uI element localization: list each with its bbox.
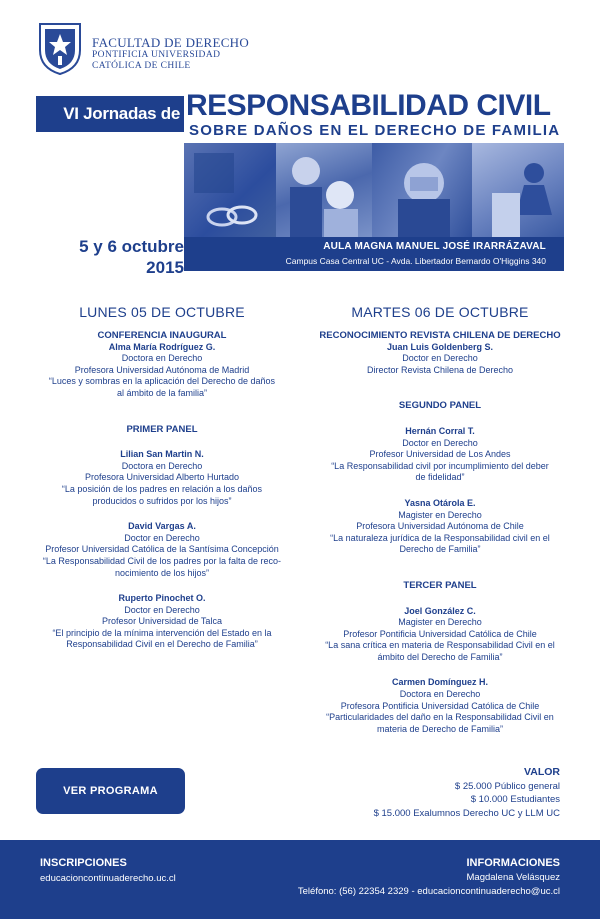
faculty-line3: CATÓLICA DE CHILE bbox=[92, 61, 191, 71]
speaker-line: Responsabilidad Civil en el Derecho de Familia” bbox=[66, 639, 258, 650]
panel-title: PRIMER PANEL bbox=[126, 423, 198, 435]
contact-name: Magdalena Velásquez bbox=[466, 872, 560, 883]
speaker-line: Doctora en Derecho bbox=[121, 460, 203, 471]
speaker-line: Doctor en Derecho bbox=[402, 353, 478, 364]
price-item: $ 25.000 Público general bbox=[454, 780, 560, 792]
speaker-line: Doctor en Derecho bbox=[124, 532, 200, 543]
photo-couple bbox=[276, 143, 372, 237]
footer-bar bbox=[0, 840, 600, 919]
speaker-line: Doctora en Derecho bbox=[121, 353, 203, 364]
faculty-line2: PONTIFICIA UNIVERSIDAD bbox=[92, 50, 221, 60]
speaker-line: al ámbito de la familia” bbox=[116, 387, 208, 398]
price-heading: VALOR bbox=[524, 766, 560, 778]
title-main: RESPONSABILIDAD CIVIL bbox=[186, 89, 551, 122]
speaker-line: Profesora Universidad Autónoma de Chile bbox=[356, 521, 524, 532]
venue-address: Campus Casa Central UC - Avda. Libertador Bernardo O'Higgins 340 bbox=[285, 256, 546, 266]
speaker-line: materia de Derecho de Familia” bbox=[376, 723, 504, 734]
price-item: $ 10.000 Estudiantes bbox=[470, 794, 560, 805]
speaker-name: David Vargas A. bbox=[128, 521, 196, 532]
speaker-line: Doctora en Derecho bbox=[399, 689, 481, 700]
speaker-line: “Particularidades del daño en la Responsabilidad Civil en bbox=[326, 712, 554, 723]
opening-section-title: CONFERENCIA INAUGURAL bbox=[97, 330, 227, 341]
venue-bar bbox=[184, 237, 564, 271]
speaker-name: Juan Luis Goldenberg S. bbox=[386, 341, 493, 352]
speaker-line: Profesor Pontificia Universidad Católica de Chile bbox=[343, 628, 537, 639]
speaker-line: Profesora Universidad Autónoma de Madrid bbox=[74, 364, 250, 375]
panel-title: SEGUNDO PANEL bbox=[398, 400, 482, 412]
tuesday-heading: MARTES 06 DE OCTUBRE bbox=[351, 304, 529, 320]
inscripciones-link[interactable]: educacioncontinuaderecho.uc.cl bbox=[40, 873, 176, 884]
informaciones-heading: INFORMACIONES bbox=[466, 857, 560, 869]
speaker-line: “La sana crítica en materia de Responsabilidad Civil en el bbox=[325, 640, 555, 651]
contact-details[interactable]: Teléfono: (56) 22354 2329 - educacioncontinuaderecho@uc.cl bbox=[297, 886, 560, 897]
speaker-name: Yasna Otárola E. bbox=[404, 497, 476, 508]
speaker-line: Profesora Pontificia Universidad Católica de Chile bbox=[340, 700, 540, 711]
event-date-year: 2015 bbox=[146, 258, 184, 277]
speaker-line: “La naturaleza jurídica de la Responsabilidad civil en el bbox=[330, 532, 550, 543]
monday-heading: LUNES 05 DE OCTUBRE bbox=[79, 304, 245, 320]
monday-column bbox=[36, 304, 288, 651]
speaker-line: Derecho de Familia” bbox=[399, 544, 481, 555]
price-item: $ 15.000 Exalumnos Derecho UC y LLM UC bbox=[373, 807, 560, 819]
speaker-name: Ruperto Pinochet O. bbox=[118, 593, 206, 604]
speaker-line: producidos o sufridos por los hijos” bbox=[92, 495, 232, 506]
speaker-line: Director Revista Chilena de Derecho bbox=[366, 364, 514, 375]
tuesday-column bbox=[314, 304, 566, 735]
speaker-line: Profesor Universidad Católica de la Santísima Concepción bbox=[45, 544, 279, 555]
event-date-days: 5 y 6 octubre bbox=[79, 237, 184, 256]
speaker-line: “La posición de los padres en relación a los daños bbox=[61, 483, 263, 494]
faculty-line1: FACULTAD DE DERECHO bbox=[92, 35, 250, 50]
university-seal-icon bbox=[36, 20, 84, 76]
speaker-line: “Luces y sombras en la aplicación del Derecho de daños bbox=[48, 376, 276, 387]
speaker-name: Alma María Rodríguez G. bbox=[108, 341, 216, 352]
speaker-line: Profesora Universidad Alberto Hurtado bbox=[84, 472, 240, 483]
speaker-line: Doctor en Derecho bbox=[124, 604, 200, 615]
event-date bbox=[60, 236, 184, 278]
speaker-line: Doctor en Derecho bbox=[402, 437, 478, 448]
speaker-line: nocimiento de los hijos” bbox=[114, 567, 210, 578]
speaker-line: de fidelidad” bbox=[415, 472, 465, 483]
speaker-line: Magister en Derecho bbox=[398, 617, 482, 628]
title-prefix: VI Jornadas de bbox=[36, 96, 184, 132]
speaker-line: Magister en Derecho bbox=[398, 509, 482, 520]
speaker-name: Joel González C. bbox=[404, 605, 476, 616]
photo-family-figure bbox=[472, 143, 564, 237]
speaker-line: “El principio de la mínima intervención del Estado en la bbox=[52, 627, 272, 638]
speaker-line: Profesor Universidad de Los Andes bbox=[369, 449, 511, 460]
recognition-section-title: RECONOCIMIENTO REVISTA CHILENA DE DERECHO bbox=[319, 330, 561, 341]
speaker-line: “La Responsabilidad civil por incumplimiento del deber bbox=[331, 460, 549, 471]
inscripciones-heading: INSCRIPCIONES bbox=[40, 857, 127, 869]
title-sub: SOBRE DAÑOS EN EL DERECHO DE FAMILIA bbox=[189, 122, 561, 139]
speaker-name: Hernán Corral T. bbox=[405, 425, 475, 436]
photo-person bbox=[372, 143, 472, 237]
photo-rings bbox=[184, 143, 276, 237]
faculty-name bbox=[92, 36, 249, 72]
venue-name: AULA MAGNA MANUEL JOSÉ IRARRÁZAVAL bbox=[323, 241, 546, 252]
speaker-line: “La Responsabilidad Civil de los padres por la falta de reco- bbox=[42, 555, 282, 566]
ver-programa-button[interactable]: VER PROGRAMA bbox=[36, 768, 185, 814]
speaker-line: Profesor Universidad de Talca bbox=[102, 616, 222, 627]
speaker-name: Lilian San Martin N. bbox=[120, 449, 204, 460]
panel-title: TERCER PANEL bbox=[403, 579, 477, 591]
photo-banner bbox=[184, 143, 564, 237]
speaker-name: Carmen Domínguez H. bbox=[391, 677, 488, 688]
speaker-line: ámbito del Derecho de Familia” bbox=[377, 651, 503, 662]
price-block bbox=[374, 766, 560, 820]
